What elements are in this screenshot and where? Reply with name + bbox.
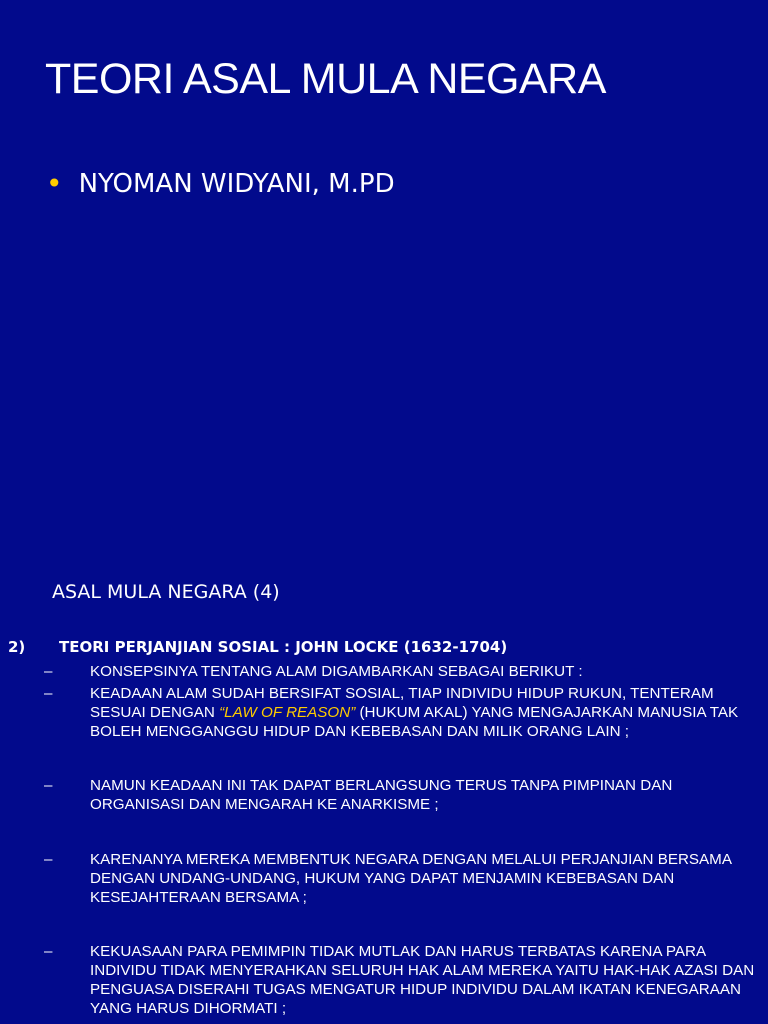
bullet-dot-icon: • bbox=[46, 167, 63, 200]
section-number: 2) bbox=[8, 638, 26, 656]
list-item-text: KONSEPSINYA TENTANG ALAM DIGAMBARKAN SEBAGAI BERIKUT : bbox=[90, 663, 583, 680]
author-name: NYOMAN WIDYANI, M.PD bbox=[78, 169, 395, 199]
list-item-text-part: (HUKUM AKAL) YANG MENGAJARKAN MANUSIA TAK BOLEH MENGGANGGU HIDUP DAN KEBEBASAN DAN MILIK ORANG LAIN ; bbox=[90, 704, 739, 740]
section-heading-text: TEORI PERJANJIAN SOSIAL : JOHN LOCKE (1632-1704) bbox=[59, 638, 508, 656]
dash-icon: – bbox=[44, 685, 53, 702]
section-heading bbox=[8, 637, 507, 657]
list-item-text: NAMUN KEADAAN INI TAK DAPAT BERLANGSUNG TERUS TANPA PIMPINAN DAN ORGANISASI DAN MENGARAH KE ANARKISME ; bbox=[90, 777, 673, 813]
content-slide bbox=[0, 574, 768, 1024]
list-item-text bbox=[90, 684, 766, 741]
dash-icon: – bbox=[44, 663, 53, 680]
list-item-text-part: KEADAAN ALAM SUDAH BERSIFAT SOSIAL, TIAP INDIVIDU HIDUP RUKUN, TENTERAM SESUAI DENGAN bbox=[90, 685, 714, 721]
list-item-text: KARENANYA MEREKA MEMBENTUK NEGARA DENGAN MELALUI PERJANJIAN BERSAMA DENGAN UNDANG-UNDANG, HUKUM YANG DAPAT MENJAMIN KEBEBASAN DAN KESEJAHTERAAN BERSAMA ; bbox=[90, 851, 732, 906]
law-of-reason-highlight: “LAW OF REASON” bbox=[219, 704, 356, 721]
dash-icon: – bbox=[44, 777, 53, 794]
dash-icon: – bbox=[44, 851, 53, 868]
slide-subtitle: ASAL MULA NEGARA (4) bbox=[52, 581, 280, 603]
slide-title: TEORI ASAL MULA NEGARA bbox=[45, 55, 606, 103]
list-item-text: KEKUASAAN PARA PEMIMPIN TIDAK MUTLAK DAN HARUS TERBATAS KARENA PARA INDIVIDU TIDAK MENYERAHKAN SELURUH HAK ALAM MEREKA YAITU HAK-HAK AZASI DAN PENGUASA DISERAHI TUGAS MENGATUR HIDUP INDIVIDU DALAM IKATAN KENEGARAAN YANG HARUS DIHORMATI ; bbox=[90, 943, 755, 1017]
dash-icon: – bbox=[44, 943, 53, 960]
bullet-item bbox=[46, 167, 395, 201]
